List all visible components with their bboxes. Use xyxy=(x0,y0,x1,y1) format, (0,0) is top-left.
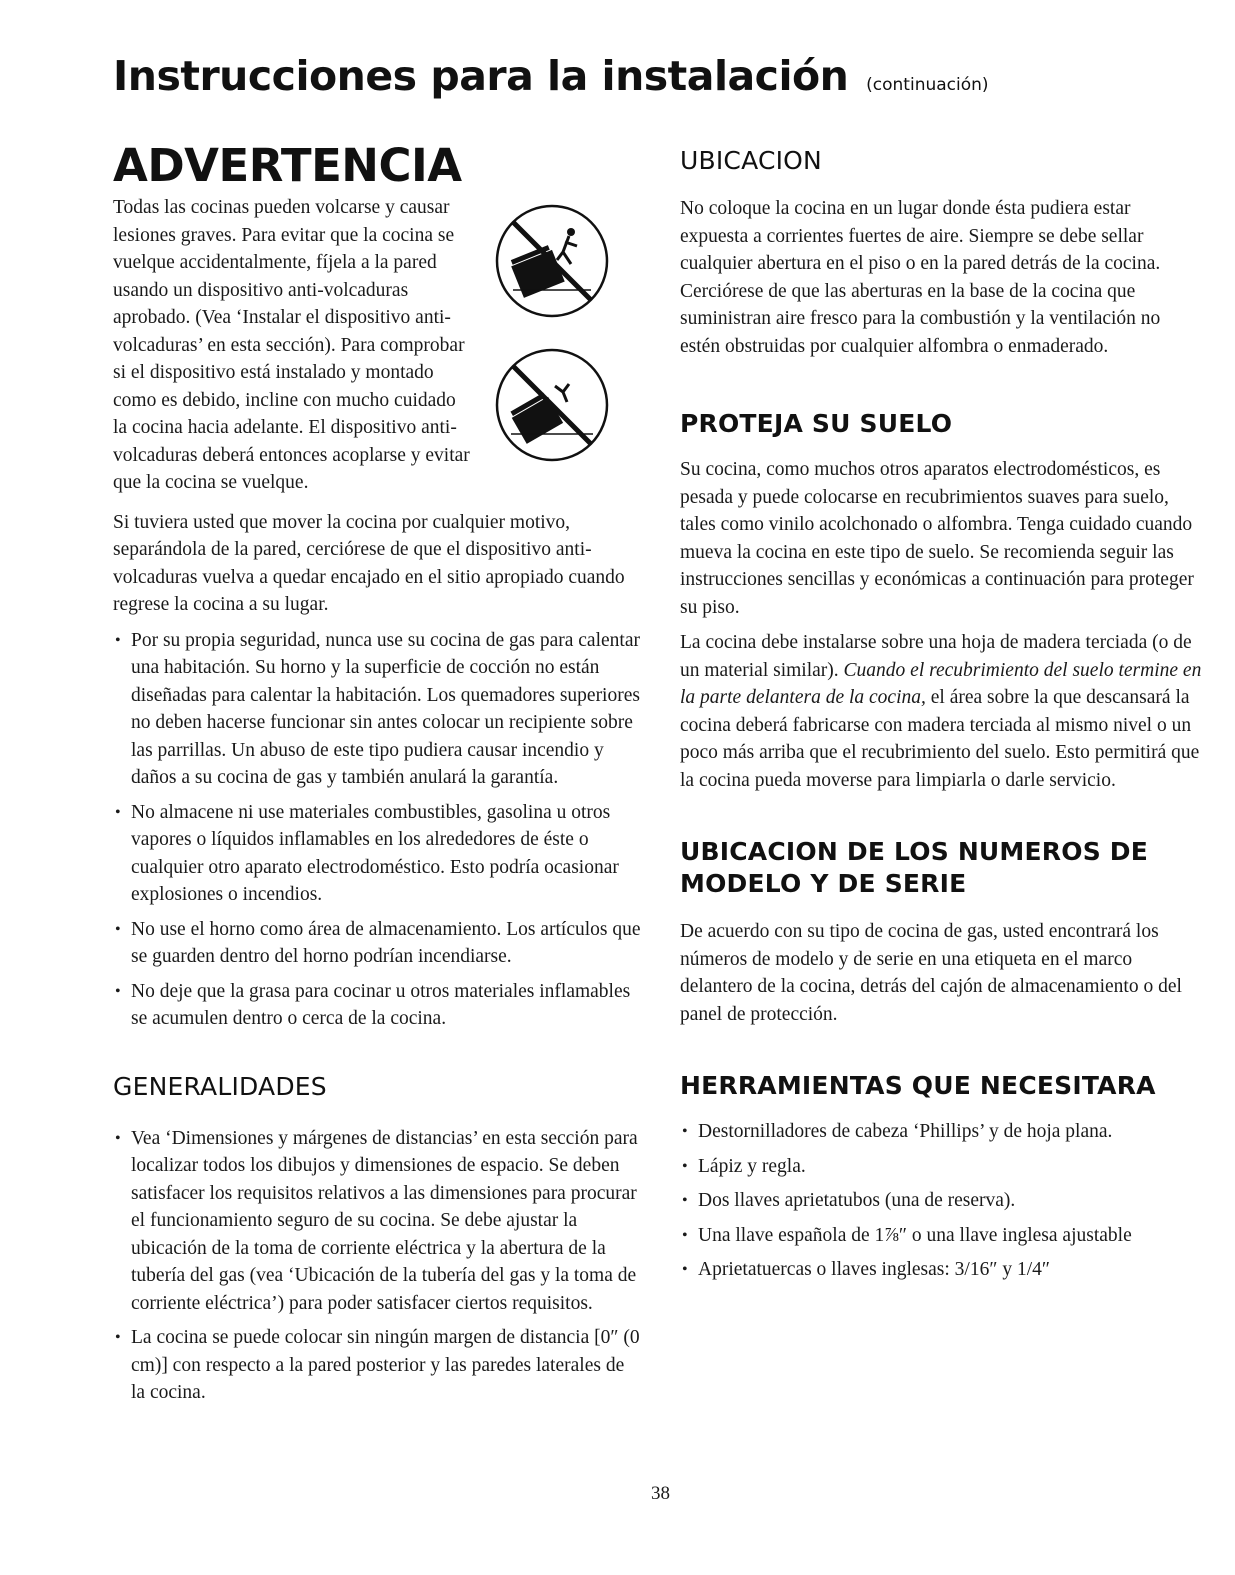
page-title-continuation: (continuación) xyxy=(866,75,989,95)
proteja-heading: PROTEJA SU SUELO xyxy=(680,409,953,438)
no-tipping-range-icon xyxy=(493,346,611,464)
numeros-text: De acuerdo con su tipo de cocina de gas, usted encontrará los números de modelo y de serie en una etiqueta en el marco delantero de la cocina, detrás del cajón de almacenamiento o del panel de protección. xyxy=(680,921,1182,1025)
proteja-text-1: Su cocina, como muchos otros aparatos electrodomésticos, es pesada y puede colocarse en recubrimientos suaves para suelo, tales como vinilo acolchonado o alfombra. Tenga cuidado cuando mueva la cocina en este tipo de suelo. Se recomienda seguir las instrucciones sencillas y económicas a continuación para proteger su piso. xyxy=(680,459,1194,618)
ubicacion-heading: UBICACION xyxy=(680,146,822,175)
page-number: 38 xyxy=(651,1483,670,1504)
warning-text: Todas las cocinas pueden volcarse y causar lesiones graves. Para evitar que la cocina se vuelque accidentalmente, fíjela a la pared usando un dispositivo anti-volcaduras aprobado. (Vea ‘Instalar el dispositivo anti-volcaduras’ en esta sección). Para comprobar si el dispositivo está instalado y montado como es debido, incline con mucho cuidado la cocina hacia adelante. El dispositivo anti-volcaduras deberá entonces acoplarse y evitar que la cocina se vuelque. xyxy=(113,197,470,493)
list-item: • No almacene ni use materiales combustibles, gasolina u otros vapores o líquidos inflamables en los alrededores de éste o cualquier otro aparato electrodoméstico. Esto podría ocasionar explosiones o incendios. xyxy=(113,799,643,909)
numeros-heading-line2: MODELO Y DE SERIE xyxy=(680,869,967,898)
proteja-text-2 xyxy=(680,629,1202,794)
list-item: • No deje que la grasa para cocinar u otros materiales inflamables se acumulen dentro o cerca de la cocina. xyxy=(113,978,643,1033)
page-title xyxy=(113,52,989,100)
page-title-text: Instrucciones para la instalación xyxy=(113,52,849,100)
left-column xyxy=(113,140,643,1414)
herramientas-heading: HERRAMIENTAS QUE NECESITARA xyxy=(680,1071,1156,1100)
generalidades-bullet-list xyxy=(113,1125,643,1407)
list-item: • Lápiz y regla. xyxy=(680,1153,1202,1181)
warning-block xyxy=(113,194,643,497)
ubicacion-text: No coloque la cocina en un lugar donde ésta pudiera estar expuesta a corrientes fuertes de aire. Siempre se debe sellar cualquier abertura en el piso o en la pared detrás de la cocina. Cerciórese de que las aberturas en la base de la cocina que suministran aire fresco para la combustión y la ventilación no estén obstruidas por cualquier alfombra o enmaderado. xyxy=(680,198,1161,357)
list-item: • Vea ‘Dimensiones y márgenes de distancias’ en esta sección para localizar todos los dibujos y dimensiones de espacio. Se deben satisfacer los requisitos relativos a las dimensiones para procurar el funcionamiento seguro de su cocina. Se debe ajustar la ubicación de la toma de corriente eléctrica y la abertura de la tubería del gas (vea ‘Ubicación de la tubería del gas y la toma de corriente eléctrica’) para poder satisfacer ciertos requisitos. xyxy=(113,1125,643,1318)
list-item: • Aprietatuercas o llaves inglesas: 3/16″ y 1/4″ xyxy=(680,1256,1202,1284)
numeros-heading-line1: UBICACION DE LOS NUMEROS DE xyxy=(680,837,1149,866)
list-item: • Una llave española de 1⅞″ o una llave inglesa ajustable xyxy=(680,1222,1202,1250)
list-item: • Dos llaves aprietatubos (una de reserva). xyxy=(680,1187,1202,1215)
right-column xyxy=(680,145,1202,1291)
proteja-text-2-end: el área sobre la que descansará la cocina deberá fabricarse con madera terciada al mismo nivel o un poco más arriba que el recubrimiento del suelo. Esto permitirá que la cocina pueda moverse para limpiarla o darle servicio. xyxy=(680,687,1200,791)
move-range-paragraph: Si tuviera usted que mover la cocina por cualquier motivo, separándola de la pared, cerciórese de que el dispositivo anti-volcaduras vuelva a quedar encajado en el sitio apropiado cuando regrese la cocina a su lugar. xyxy=(113,511,625,615)
warning-title: ADVERTENCIA xyxy=(113,139,462,192)
list-item: • La cocina se puede colocar sin ningún margen de distancia [0″ (0 cm)] con respecto a la pared posterior y las paredes laterales de la cocina. xyxy=(113,1324,643,1407)
generalidades-heading: GENERALIDADES xyxy=(113,1071,327,1101)
list-item: • Destornilladores de cabeza ‘Phillips’ y de hoja plana. xyxy=(680,1118,1202,1146)
safety-bullet-list xyxy=(113,627,643,1033)
herramientas-bullet-list xyxy=(680,1118,1202,1284)
no-tipping-range-icon xyxy=(493,202,611,320)
list-item: • Por su propia seguridad, nunca use su cocina de gas para calentar una habitación. Su horno y la superficie de cocción no están diseñadas para calentar la habitación. Los quemadores superiores no deben hacerse funcionar sin antes colocar un recipiente sobre las parrillas. Un abuso de este tipo pudiera causar incendio y daños a su cocina de gas y también anulará la garantía. xyxy=(113,627,643,792)
proteja-text-2-italic: Cuando el recubrimiento del suelo termine en la parte delantera de la cocina, xyxy=(680,659,1202,708)
proteja-text-2-start: La cocina debe instalarse sobre una hoja de madera terciada (o de un material similar). xyxy=(680,632,1192,681)
numeros-heading xyxy=(680,836,1202,900)
list-item: • No use el horno como área de almacenamiento. Los artículos que se guarden dentro del horno podrían incendiarse. xyxy=(113,916,643,971)
